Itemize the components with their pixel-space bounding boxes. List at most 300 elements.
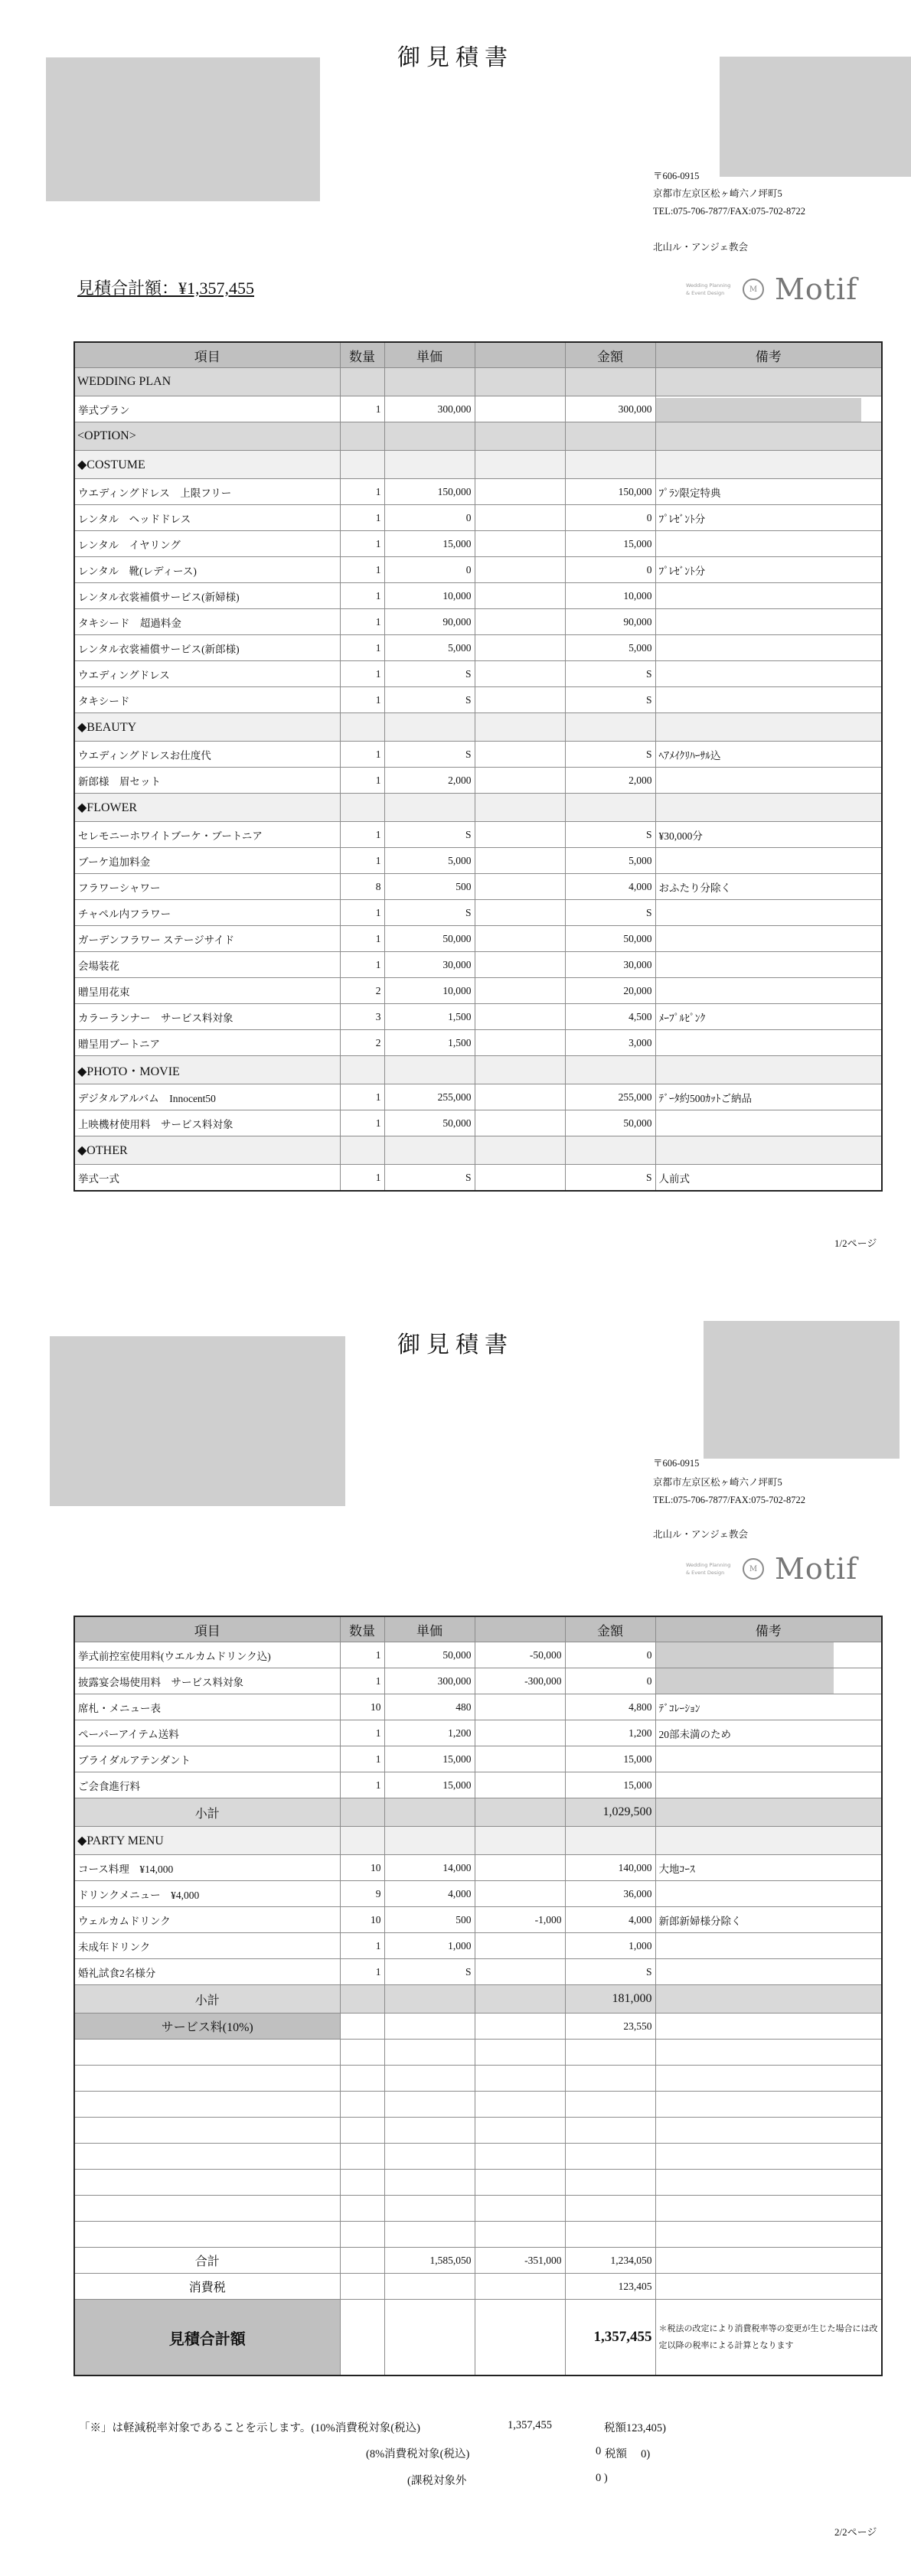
postal-code: 〒606-0915 bbox=[653, 1458, 700, 1469]
cell-discount bbox=[475, 1165, 565, 1192]
cell-discount bbox=[475, 2274, 565, 2300]
cell-unit-price: 10,000 bbox=[384, 978, 475, 1004]
cell-discount bbox=[475, 2014, 565, 2040]
column-header-notes: 備考 bbox=[655, 1616, 882, 1642]
cell-item-name: レンタル 靴(レディース) bbox=[74, 557, 340, 583]
cell-unit-price: S bbox=[384, 1165, 475, 1192]
motif-logo bbox=[686, 274, 873, 305]
cell-item-name: ◆BEAUTY bbox=[74, 713, 340, 742]
cell-quantity bbox=[340, 2170, 384, 2196]
table-row bbox=[74, 926, 882, 952]
redacted-block bbox=[50, 1336, 345, 1506]
cell-discount bbox=[475, 1110, 565, 1136]
cell-amount bbox=[565, 451, 655, 479]
cell-unit-price: 50,000 bbox=[384, 1110, 475, 1136]
tax-note-line1-value: 1,357,455 bbox=[508, 2419, 552, 2431]
cell-unit-price bbox=[384, 368, 475, 396]
cell-amount: 36,000 bbox=[565, 1881, 655, 1907]
cell-discount bbox=[475, 2066, 565, 2092]
cell-unit-price bbox=[384, 794, 475, 822]
cell-quantity bbox=[340, 2118, 384, 2144]
cell-amount: 15,000 bbox=[565, 531, 655, 557]
cell-discount bbox=[475, 848, 565, 874]
cell-item-name: フラワーシャワー bbox=[74, 874, 340, 900]
cell-discount bbox=[475, 2222, 565, 2248]
cell-amount: S bbox=[565, 661, 655, 687]
cell-unit-price: 1,585,050 bbox=[384, 2248, 475, 2274]
cell-unit-price: 150,000 bbox=[384, 479, 475, 505]
cell-item-name: ◆OTHER bbox=[74, 1136, 340, 1165]
cell-item-name: チャペル内フラワー bbox=[74, 900, 340, 926]
cell-item-name: 席札・メニュー表 bbox=[74, 1694, 340, 1720]
cell-quantity: 1 bbox=[340, 1746, 384, 1772]
cell-amount: 181,000 bbox=[565, 1985, 655, 2014]
cell-quantity: 1 bbox=[340, 1110, 384, 1136]
cell-amount: 20,000 bbox=[565, 978, 655, 1004]
cell-unit-price: 480 bbox=[384, 1694, 475, 1720]
table-row bbox=[74, 1933, 882, 1959]
cell-amount: 1,000 bbox=[565, 1933, 655, 1959]
table-row bbox=[74, 1959, 882, 1985]
cell-unit-price: 5,000 bbox=[384, 848, 475, 874]
cell-discount bbox=[475, 900, 565, 926]
table-row bbox=[74, 1907, 882, 1933]
table-row bbox=[74, 505, 882, 531]
cell-discount bbox=[475, 1720, 565, 1746]
cell-discount bbox=[475, 635, 565, 661]
cell-quantity bbox=[340, 422, 384, 451]
cell-quantity: 10 bbox=[340, 1907, 384, 1933]
estimate-total-heading: 見積合計額：¥1,357,455 bbox=[77, 279, 255, 298]
table-row bbox=[74, 1110, 882, 1136]
cell-discount bbox=[475, 1004, 565, 1030]
tax-note-line2-tax: 税額 0) bbox=[605, 2448, 651, 2460]
venue-name: 北山ル・アンジェ教会 bbox=[653, 242, 748, 253]
estimate-table-page-1 bbox=[73, 341, 883, 1192]
cell-item-name: ウェルカムドリンク bbox=[74, 1907, 340, 1933]
cell-note: 新郎新婦様分除く bbox=[655, 1907, 882, 1933]
document-title: 御見積書 bbox=[397, 44, 514, 71]
cell-discount bbox=[475, 2144, 565, 2170]
cell-unit-price: 90,000 bbox=[384, 609, 475, 635]
cell-quantity: 1 bbox=[340, 396, 384, 422]
cell-quantity: 1 bbox=[340, 635, 384, 661]
cell-note bbox=[655, 926, 882, 952]
cell-amount bbox=[565, 1827, 655, 1855]
cell-amount: 4,800 bbox=[565, 1694, 655, 1720]
cell-unit-price: S bbox=[384, 742, 475, 768]
table-row bbox=[74, 2248, 882, 2274]
cell-note: 20部未満のため bbox=[655, 1720, 882, 1746]
cell-note bbox=[655, 713, 882, 742]
cell-note bbox=[655, 900, 882, 926]
cell-quantity bbox=[340, 2222, 384, 2248]
cell-amount: 4,500 bbox=[565, 1004, 655, 1030]
cell-amount: 0 bbox=[565, 505, 655, 531]
estimate-table-page-2 bbox=[73, 1616, 883, 2376]
cell-quantity: 1 bbox=[340, 742, 384, 768]
cell-discount bbox=[475, 1827, 565, 1855]
tax-note-line2-label: (8%消費税対象(税込) bbox=[366, 2448, 470, 2460]
cell-note: おふたり分除く bbox=[655, 874, 882, 900]
cell-item-name: コース料理 ¥14,000 bbox=[74, 1855, 340, 1881]
cell-unit-price: 50,000 bbox=[384, 1642, 475, 1668]
cell-item-name: サービス料(10%) bbox=[74, 2014, 340, 2040]
cell-unit-price: S bbox=[384, 822, 475, 848]
cell-item-name: レンタル ヘッドドレス bbox=[74, 505, 340, 531]
cell-discount bbox=[475, 926, 565, 952]
tax-note-line1-label: 「※」は軽減税率対象であることを示します。(10%消費税対象(税込) bbox=[79, 2422, 420, 2434]
cell-note: ﾌﾟﾚｾﾞﾝﾄ分 bbox=[655, 557, 882, 583]
redacted-block bbox=[656, 1668, 834, 1694]
cell-amount bbox=[565, 2222, 655, 2248]
cell-note bbox=[655, 2118, 882, 2144]
section-row bbox=[74, 794, 882, 822]
table-row bbox=[74, 1084, 882, 1110]
cell-note: 大地ｺｰｽ bbox=[655, 1855, 882, 1881]
cell-note bbox=[655, 422, 882, 451]
cell-note: ﾃﾞｰﾀ約500ｶｯﾄご納品 bbox=[655, 1084, 882, 1110]
cell-unit-price: 15,000 bbox=[384, 1746, 475, 1772]
cell-item-name: ウエディングドレスお仕度代 bbox=[74, 742, 340, 768]
redacted-block bbox=[656, 1642, 834, 1668]
column-header-item: 項目 bbox=[74, 342, 340, 368]
cell-item-name: 披露宴会場使用料 サービス料対象 bbox=[74, 1668, 340, 1694]
cell-amount bbox=[565, 2092, 655, 2118]
cell-note bbox=[655, 794, 882, 822]
cell-item-name: 見積合計額 bbox=[74, 2300, 340, 2376]
cell-discount bbox=[475, 794, 565, 822]
table-header-row bbox=[74, 1616, 882, 1642]
cell-quantity: 1 bbox=[340, 1959, 384, 1985]
cell-item-name: ドリンクメニュー ¥4,000 bbox=[74, 1881, 340, 1907]
cell-discount bbox=[475, 1694, 565, 1720]
cell-quantity: 1 bbox=[340, 1720, 384, 1746]
cell-amount: 123,405 bbox=[565, 2274, 655, 2300]
blank-row bbox=[74, 2170, 882, 2196]
cell-amount: 300,000 bbox=[565, 396, 655, 422]
cell-note: ﾒｰﾌﾟﾙﾋﾟﾝｸ bbox=[655, 1004, 882, 1030]
cell-unit-price: S bbox=[384, 661, 475, 687]
postal-code: 〒606-0915 bbox=[653, 171, 700, 181]
cell-quantity: 1 bbox=[340, 531, 384, 557]
tax-note-line3-value: 0 ) bbox=[596, 2472, 608, 2484]
logo-mark-icon: M bbox=[743, 1558, 764, 1580]
cell-amount: 255,000 bbox=[565, 1084, 655, 1110]
cell-discount bbox=[475, 822, 565, 848]
cell-amount: 23,550 bbox=[565, 2014, 655, 2040]
column-header-qty: 数量 bbox=[340, 342, 384, 368]
cell-quantity bbox=[340, 1056, 384, 1084]
table-row bbox=[74, 609, 882, 635]
cell-amount: 140,000 bbox=[565, 1855, 655, 1881]
cell-discount bbox=[475, 742, 565, 768]
table-row bbox=[74, 978, 882, 1004]
cell-note bbox=[655, 368, 882, 396]
cell-unit-price: 300,000 bbox=[384, 1668, 475, 1694]
cell-note bbox=[655, 396, 882, 422]
street-address: 京都市左京区松ヶ崎六ノ坪町5 bbox=[653, 188, 782, 199]
table-row bbox=[74, 1772, 882, 1798]
cell-amount: 0 bbox=[565, 557, 655, 583]
cell-amount: 10,000 bbox=[565, 583, 655, 609]
cell-discount bbox=[475, 874, 565, 900]
cell-note bbox=[655, 2066, 882, 2092]
table-row bbox=[74, 583, 882, 609]
cell-note bbox=[655, 2170, 882, 2196]
cell-unit-price: 50,000 bbox=[384, 926, 475, 952]
cell-item-name: 未成年ドリンク bbox=[74, 1933, 340, 1959]
cell-discount bbox=[475, 396, 565, 422]
cell-amount bbox=[565, 2196, 655, 2222]
table-row bbox=[74, 768, 882, 794]
table-row bbox=[74, 1642, 882, 1668]
cell-quantity: 1 bbox=[340, 1084, 384, 1110]
cell-unit-price: 300,000 bbox=[384, 396, 475, 422]
column-header-notes: 備考 bbox=[655, 342, 882, 368]
cell-discount bbox=[475, 1959, 565, 1985]
cell-note bbox=[655, 1056, 882, 1084]
cell-quantity bbox=[340, 1798, 384, 1827]
page-number: 1/2ページ bbox=[834, 1237, 877, 1249]
cell-quantity: 1 bbox=[340, 1642, 384, 1668]
cell-unit-price bbox=[384, 2300, 475, 2376]
cell-quantity: 1 bbox=[340, 1772, 384, 1798]
cell-note bbox=[655, 1668, 882, 1694]
cell-unit-price: 500 bbox=[384, 1907, 475, 1933]
tax-note-line1-tax: 税額123,405) bbox=[604, 2422, 666, 2434]
table-row bbox=[74, 900, 882, 926]
cell-discount bbox=[475, 1798, 565, 1827]
cell-unit-price bbox=[384, 2118, 475, 2144]
cell-unit-price: 30,000 bbox=[384, 952, 475, 978]
cell-note: ﾌﾟﾚｾﾞﾝﾄ分 bbox=[655, 505, 882, 531]
cell-discount bbox=[475, 2300, 565, 2376]
cell-discount bbox=[475, 1084, 565, 1110]
cell-note: ¥30,000分 bbox=[655, 822, 882, 848]
table-row bbox=[74, 396, 882, 422]
cell-item-name bbox=[74, 2066, 340, 2092]
cell-item-name: ブライダルアテンダント bbox=[74, 1746, 340, 1772]
venue-name: 北山ル・アンジェ教会 bbox=[653, 1529, 748, 1540]
cell-note bbox=[655, 1827, 882, 1855]
cell-amount bbox=[565, 2118, 655, 2144]
section-row bbox=[74, 422, 882, 451]
cell-note bbox=[655, 635, 882, 661]
cell-quantity: 1 bbox=[340, 1668, 384, 1694]
tel-fax: TEL:075-706-7877/FAX:075-702-8722 bbox=[653, 1495, 806, 1505]
cell-item-name: タキシード bbox=[74, 687, 340, 713]
cell-item-name: デジタルアルバム Innocent50 bbox=[74, 1084, 340, 1110]
cell-quantity: 2 bbox=[340, 978, 384, 1004]
cell-item-name: カラーランナー サービス料対象 bbox=[74, 1004, 340, 1030]
cell-quantity: 9 bbox=[340, 1881, 384, 1907]
cell-unit-price: 1,200 bbox=[384, 1720, 475, 1746]
cell-quantity: 3 bbox=[340, 1004, 384, 1030]
cell-amount: 1,029,500 bbox=[565, 1798, 655, 1827]
cell-unit-price: S bbox=[384, 1959, 475, 1985]
logo-name: Motif bbox=[775, 1552, 858, 1586]
cell-item-name: 会場装花 bbox=[74, 952, 340, 978]
cell-amount bbox=[565, 713, 655, 742]
cell-item-name: 小計 bbox=[74, 1798, 340, 1827]
cell-amount: S bbox=[565, 687, 655, 713]
table-row bbox=[74, 1746, 882, 1772]
cell-discount bbox=[475, 479, 565, 505]
column-header-qty: 数量 bbox=[340, 1616, 384, 1642]
section-row bbox=[74, 451, 882, 479]
motif-logo bbox=[686, 1554, 873, 1584]
cell-note bbox=[655, 2222, 882, 2248]
table-row bbox=[74, 661, 882, 687]
cell-note bbox=[655, 1881, 882, 1907]
logo-tagline: Wedding Planning & Event Design bbox=[686, 1562, 731, 1576]
cell-discount: -50,000 bbox=[475, 1642, 565, 1668]
table-row bbox=[74, 1004, 882, 1030]
cell-quantity: 1 bbox=[340, 822, 384, 848]
cell-amount: 150,000 bbox=[565, 479, 655, 505]
cell-note bbox=[655, 2248, 882, 2274]
cell-amount: 50,000 bbox=[565, 1110, 655, 1136]
cell-item-name bbox=[74, 2118, 340, 2144]
cell-note bbox=[655, 2092, 882, 2118]
cell-amount: 50,000 bbox=[565, 926, 655, 952]
cell-item-name bbox=[74, 2196, 340, 2222]
cell-unit-price bbox=[384, 2144, 475, 2170]
cell-unit-price: S bbox=[384, 687, 475, 713]
column-header-unit-price: 単価 bbox=[384, 1616, 475, 1642]
cell-quantity bbox=[340, 1136, 384, 1165]
cell-quantity: 10 bbox=[340, 1855, 384, 1881]
cell-unit-price: 1,500 bbox=[384, 1030, 475, 1056]
cell-discount bbox=[475, 1855, 565, 1881]
cell-note bbox=[655, 1030, 882, 1056]
cell-discount bbox=[475, 422, 565, 451]
cell-unit-price: 1,500 bbox=[384, 1004, 475, 1030]
redacted-block bbox=[720, 57, 911, 177]
cell-note bbox=[655, 1110, 882, 1136]
cell-item-name: ご会食進行料 bbox=[74, 1772, 340, 1798]
column-header-amount: 金額 bbox=[565, 342, 655, 368]
cell-item-name: ◆PARTY MENU bbox=[74, 1827, 340, 1855]
cell-unit-price bbox=[384, 713, 475, 742]
cell-note bbox=[655, 583, 882, 609]
cell-amount bbox=[565, 1136, 655, 1165]
table-row bbox=[74, 531, 882, 557]
blank-row bbox=[74, 2040, 882, 2066]
cell-amount: 1,234,050 bbox=[565, 2248, 655, 2274]
cell-discount bbox=[475, 1136, 565, 1165]
cell-quantity: 8 bbox=[340, 874, 384, 900]
cell-discount bbox=[475, 1746, 565, 1772]
cell-discount bbox=[475, 1933, 565, 1959]
cell-quantity bbox=[340, 368, 384, 396]
cell-amount: S bbox=[565, 822, 655, 848]
table-row bbox=[74, 874, 882, 900]
cell-item-name: ウエディングドレス bbox=[74, 661, 340, 687]
cell-quantity: 10 bbox=[340, 1694, 384, 1720]
cell-quantity bbox=[340, 2274, 384, 2300]
table-row bbox=[74, 2274, 882, 2300]
cell-unit-price bbox=[384, 2196, 475, 2222]
blank-row bbox=[74, 2118, 882, 2144]
section-row bbox=[74, 368, 882, 396]
cell-unit-price bbox=[384, 1798, 475, 1827]
cell-unit-price: 4,000 bbox=[384, 1881, 475, 1907]
cell-item-name: 挙式一式 bbox=[74, 1165, 340, 1192]
table-row bbox=[74, 1030, 882, 1056]
cell-discount bbox=[475, 2118, 565, 2144]
cell-note bbox=[655, 451, 882, 479]
table-row bbox=[74, 1668, 882, 1694]
table-row bbox=[74, 1165, 882, 1192]
cell-item-name: ◆FLOWER bbox=[74, 794, 340, 822]
cell-unit-price bbox=[384, 2092, 475, 2118]
cell-item-name: 贈呈用ブートニア bbox=[74, 1030, 340, 1056]
cell-amount bbox=[565, 2170, 655, 2196]
cell-amount: S bbox=[565, 742, 655, 768]
cell-note bbox=[655, 1772, 882, 1798]
cell-quantity bbox=[340, 2196, 384, 2222]
cell-quantity: 1 bbox=[340, 687, 384, 713]
cell-unit-price bbox=[384, 2222, 475, 2248]
cell-item-name: セレモニーホワイトブーケ・ブートニア bbox=[74, 822, 340, 848]
cell-discount bbox=[475, 768, 565, 794]
cell-discount bbox=[475, 2196, 565, 2222]
cell-item-name: タキシード 超過料金 bbox=[74, 609, 340, 635]
cell-amount: 4,000 bbox=[565, 1907, 655, 1933]
cell-discount bbox=[475, 557, 565, 583]
cell-discount bbox=[475, 1985, 565, 2014]
cell-unit-price: S bbox=[384, 900, 475, 926]
section-row bbox=[74, 713, 882, 742]
cell-note: ﾌﾟﾗﾝ限定特典 bbox=[655, 479, 882, 505]
tel-fax: TEL:075-706-7877/FAX:075-702-8722 bbox=[653, 206, 806, 217]
grand-total-row bbox=[74, 2300, 882, 2376]
cell-item-name: 贈呈用花束 bbox=[74, 978, 340, 1004]
cell-unit-price: 255,000 bbox=[384, 1084, 475, 1110]
table-row bbox=[74, 742, 882, 768]
cell-note bbox=[655, 1798, 882, 1827]
cell-item-name: レンタル衣裳補償サービス(新婦様) bbox=[74, 583, 340, 609]
cell-unit-price bbox=[384, 1136, 475, 1165]
cell-quantity bbox=[340, 2092, 384, 2118]
cell-item-name bbox=[74, 2170, 340, 2196]
cell-item-name: <OPTION> bbox=[74, 422, 340, 451]
cell-note bbox=[655, 531, 882, 557]
cell-discount bbox=[475, 2040, 565, 2066]
cell-unit-price: 500 bbox=[384, 874, 475, 900]
cell-amount: 15,000 bbox=[565, 1772, 655, 1798]
cell-unit-price: 1,000 bbox=[384, 1933, 475, 1959]
cell-item-name: レンタル イヤリング bbox=[74, 531, 340, 557]
cell-note bbox=[655, 978, 882, 1004]
table-row bbox=[74, 952, 882, 978]
cell-note: 人前式 bbox=[655, 1165, 882, 1192]
cell-quantity bbox=[340, 794, 384, 822]
cell-item-name: ブーケ追加料金 bbox=[74, 848, 340, 874]
cell-amount bbox=[565, 794, 655, 822]
section-row bbox=[74, 1827, 882, 1855]
cell-unit-price bbox=[384, 2274, 475, 2300]
cell-quantity bbox=[340, 2144, 384, 2170]
logo-tagline: Wedding Planning & Event Design bbox=[686, 282, 731, 296]
column-header-unit-price: 単価 bbox=[384, 342, 475, 368]
cell-quantity: 1 bbox=[340, 848, 384, 874]
cell-quantity: 1 bbox=[340, 505, 384, 531]
cell-amount: S bbox=[565, 900, 655, 926]
cell-note bbox=[655, 1933, 882, 1959]
